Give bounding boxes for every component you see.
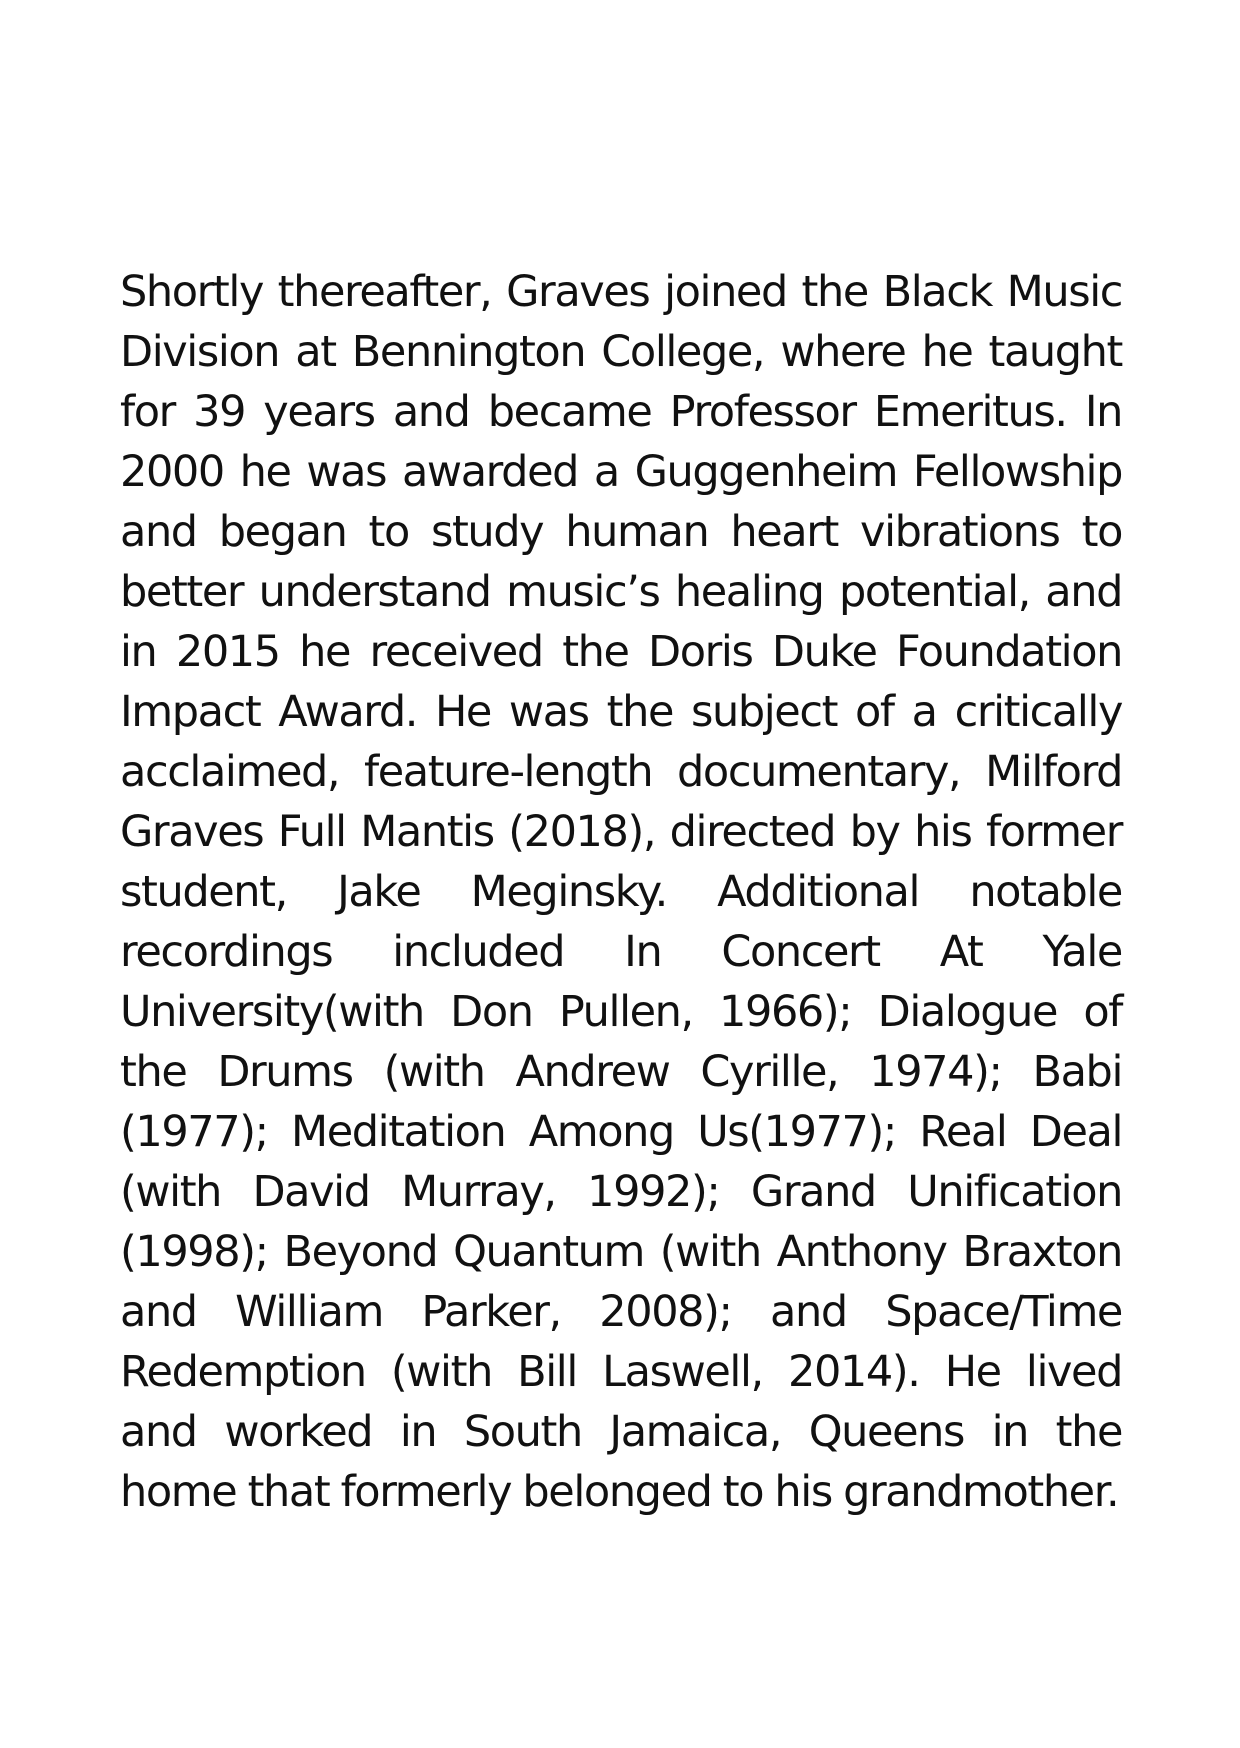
body-paragraph: Shortly thereafter, Graves joined the Black Music Division at Bennington College, where he taught for 39 years and became Professor Emeritus. In 2000 he was awarded a Guggenheim Fellowship and began to study human heart vibrations to better understand music’s healing potential, and in 2015 he received the Doris Duke Foundation Impact Award. He was the subject of a critically acclaimed, feature-length documentary, Milford Graves Full Mantis (2018), directed by his former student, Jake Meginsky. Additional notable recordings included In Concert At Yale University(with Don Pullen, 1966); Dialogue of the Drums (with Andrew Cyrille, 1974); Babi (1977); Meditation Among Us(1977); Real Deal (with David Murray, 1992); Grand Unification (1998); Beyond Quantum (with Anthony Braxton and William Parker, 2008); and Space/Time Redemption (with Bill Laswell, 2014). He lived and worked in South Jamaica, Queens in the home that formerly belonged to his grandmother. [120,267,1122,1517]
